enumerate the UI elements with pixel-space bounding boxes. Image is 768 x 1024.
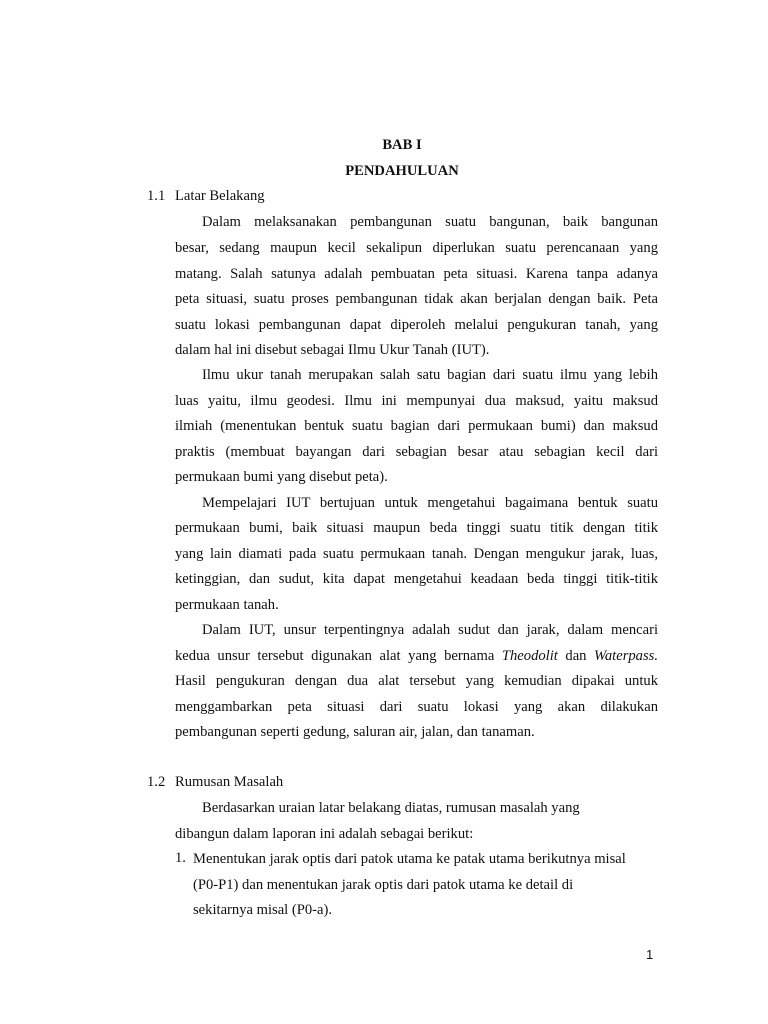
paragraph-line: Ilmu ukur tanah merupakan salah satu bagian dari suatu ilmu yang lebih — [202, 367, 658, 383]
paragraph-line: suatu lokasi pembangunan dapat diperoleh melalui pengukuran tanah, yang — [175, 317, 658, 333]
paragraph-line: matang. Salah satunya adalah pembuatan peta situasi. Karena tanpa adanya — [175, 266, 658, 282]
paragraph-line: menggambarkan peta situasi dari suatu lokasi yang akan dilakukan — [175, 699, 658, 715]
paragraph-line: Dalam IUT, unsur terpentingnya adalah sudut dan jarak, dalam mencari — [202, 622, 658, 638]
paragraph-line: dalam hal ini disebut sebagai Ilmu Ukur Tanah (IUT). — [175, 342, 490, 358]
paragraph-line: permukaan bumi yang disebut peta). — [175, 469, 388, 485]
paragraph-line: pembangunan seperti gedung, saluran air, jalan, dan tanaman. — [175, 724, 535, 740]
section-title: Latar Belakang — [175, 188, 265, 204]
list-item-line: Menentukan jarak optis dari patok utama ke patak utama berikutnya misal — [193, 851, 626, 867]
paragraph-line: permukaan bumi, baik situasi maupun beda tinggi suatu titik dengan titik — [175, 520, 658, 536]
paragraph-line: ilmiah (menentukan bentuk suatu bagian dari permukaan bumi) dan maksud — [175, 418, 658, 434]
paragraph-line: dibangun dalam laporan ini adalah sebagai berikut: — [175, 826, 474, 842]
text-run: dan — [557, 648, 595, 664]
list-item-line: (P0-P1) dan menentukan jarak optis dari patok utama ke detail di — [193, 877, 574, 893]
list-item-number: 1. — [175, 850, 186, 866]
paragraph-line: peta situasi, suatu proses pembangunan tidak akan berjalan dengan baik. Peta — [175, 291, 658, 307]
paragraph-line: luas yaitu, ilmu geodesi. Ilmu ini mempunyai dua maksud, yaitu maksud — [175, 393, 658, 409]
list-item-line: sekitarnya misal (P0-a). — [193, 902, 333, 918]
chapter-title: PENDAHULUAN — [345, 163, 459, 179]
paragraph-line: ketinggian, dan sudut, kita dapat mengetahui keadaan beda tinggi titik-titik — [175, 571, 658, 587]
paragraph-line: besar, sedang maupun kecil sekalipun diperlukan suatu perencanaan yang — [175, 240, 658, 256]
section-number: 1.2 — [147, 774, 166, 790]
section-number: 1.1 — [147, 188, 166, 204]
paragraph-line: Mempelajari IUT bertujuan untuk mengetahui bagaimana bentuk suatu — [202, 495, 658, 511]
instrument-name-theodolit: Theodolit — [501, 648, 558, 664]
section-title: Rumusan Masalah — [175, 774, 284, 790]
paragraph-line: Hasil pengukuran dengan dua alat tersebut yang kemudian dipakai untuk — [175, 673, 658, 689]
paragraph-line — [175, 647, 658, 665]
instrument-name-waterpass: Waterpass. — [594, 648, 658, 664]
text-run: kedua unsur tersebut digunakan alat yang bernama — [175, 648, 502, 664]
paragraph-line: permukaan tanah. — [175, 597, 279, 613]
paragraph-line: Dalam melaksanakan pembangunan suatu bangunan, baik bangunan — [202, 214, 658, 230]
chapter-label: BAB I — [382, 137, 422, 153]
page-number: 1 — [646, 947, 654, 962]
paragraph-line: Berdasarkan uraian latar belakang diatas, rumusan masalah yang — [202, 800, 580, 816]
paragraph-line: praktis (membuat bayangan dari sebagian besar atau sebagian kecil dari — [175, 444, 658, 460]
paragraph-line: yang lain diamati pada suatu permukaan tanah. Dengan mengukur jarak, luas, — [175, 546, 658, 562]
